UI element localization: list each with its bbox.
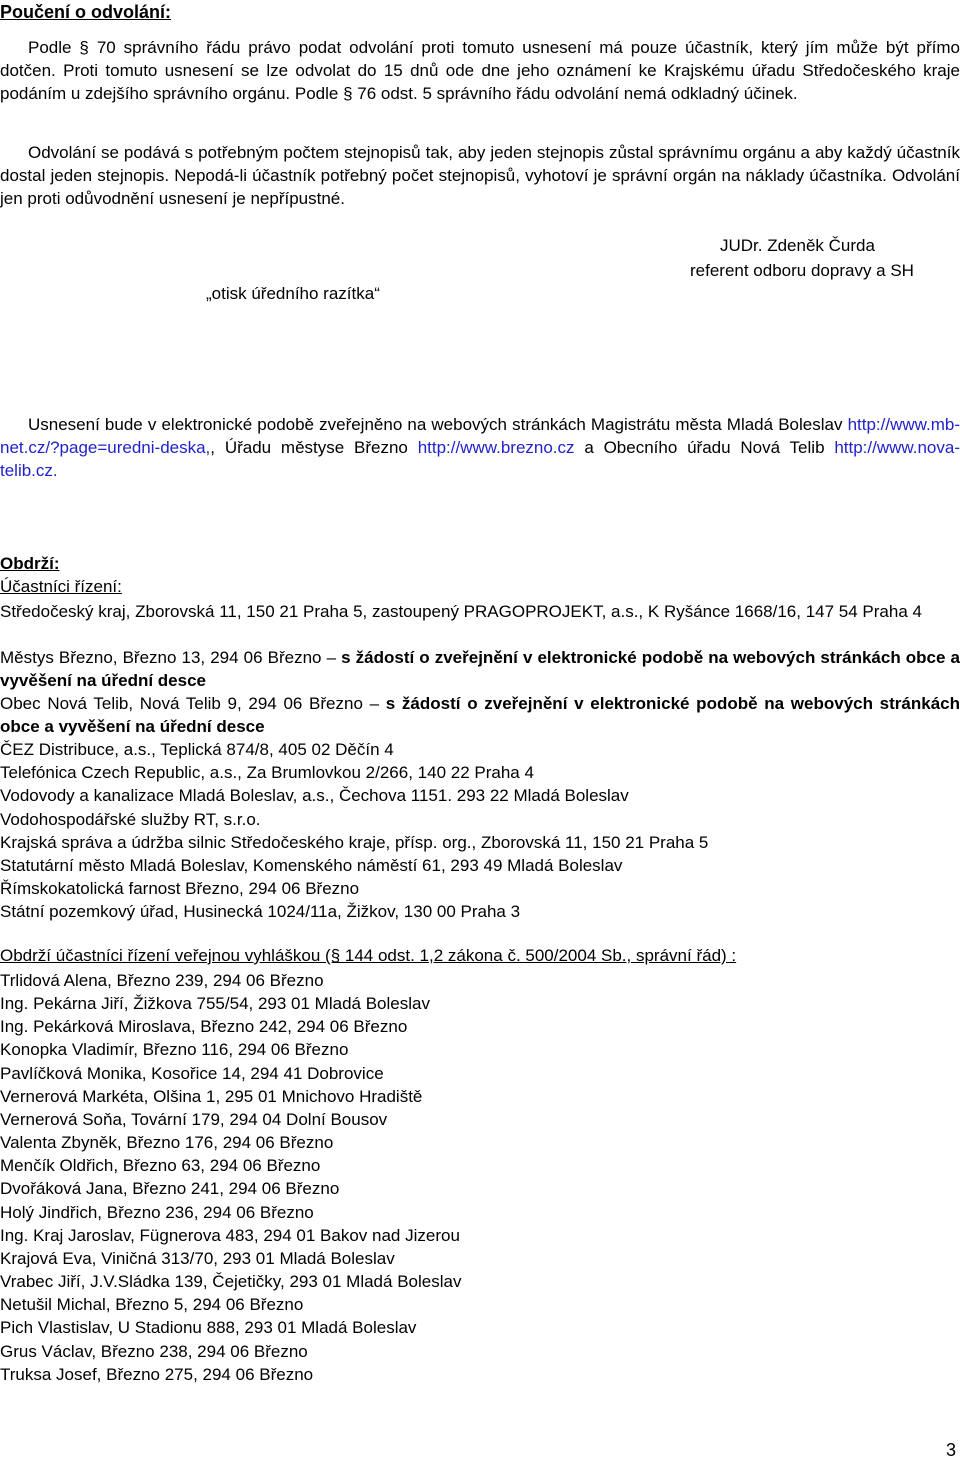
list-item: Trlidová Alena, Březno 239, 294 06 Březno	[0, 971, 324, 990]
appeal-heading: Poučení o odvolání:	[0, 2, 172, 22]
recipient-list	[0, 738, 960, 924]
recipient-stredocesky-kraj: Středočeský kraj, Zborovská 11, 150 21 Praha 5, zastoupený PRAGOPROJEKT, a.s., K Ryšánce 1668/16, 147 54 Praha 4	[0, 602, 922, 621]
list-item: Římskokatolická farnost Březno, 294 06 Březno	[0, 879, 360, 899]
list-item: Netušil Michal, Březno 5, 294 06 Březno	[0, 1295, 304, 1315]
publication-notice	[0, 413, 960, 483]
list-item: Státní pozemkový úřad, Husinecká 1024/11a, Žižkov, 130 00 Praha 3	[0, 902, 521, 922]
public-notice-list	[0, 969, 461, 1386]
link-nova-telib[interactable]: http://www.nova-telib.cz.	[0, 438, 960, 481]
appeal-paragraph-1: Podle § 70 správního řádu právo podat odvolání proti tomuto usnesení má pouze účastník, který jím může být přímo dotčen. Proti tomuto usnesení se lze odvolat do 15 dnů ode dne jeho oznámení ke Krajskému úřadu Středočeského kraje podáním u zdejšího správního orgánu. Podle § 76 odst. 5 správního řádu odvolání nemá odkladný účinek.	[0, 38, 960, 104]
list-item: Vrabec Jiří, J.V.Sládka 139, Čejetičky, 293 01 Mladá Boleslav	[0, 1272, 462, 1292]
list-item: Krajová Eva, Viničná 313/70, 293 01 Mladá Boleslav	[0, 1248, 395, 1268]
recipient-obec-nova-telib	[0, 692, 960, 738]
list-item: Ing. Pekárková Miroslava, Březno 242, 294 06 Březno	[0, 1017, 408, 1037]
list-item: Ing. Pekárna Jiří, Žižkova 755/54, 293 01 Mladá Boleslav	[0, 994, 430, 1014]
signatory-role: referent odboru dopravy a SH	[690, 261, 914, 280]
link-brezno[interactable]: http://www.brezno.cz	[417, 438, 575, 458]
list-item: Statutární město Mladá Boleslav, Komenského náměstí 61, 293 49 Mladá Boleslav	[0, 856, 623, 876]
list-item: Ing. Kraj Jaroslav, Fügnerova 483, 294 01 Bakov nad Jizerou	[0, 1225, 460, 1245]
list-item: Krajská správa a údržba silnic Středočeského kraje, přísp. org., Zborovská 11, 150 21 Praha 5	[0, 832, 709, 852]
stamp-placeholder: „otisk úředního razítka“	[206, 284, 380, 303]
list-item: Pich Vlastislav, U Stadionu 888, 293 01 Mladá Boleslav	[0, 1318, 417, 1338]
participants-label: Účastníci řízení:	[0, 577, 122, 596]
recipient-mestys-brezno	[0, 646, 960, 692]
list-item: Konopka Vladimír, Březno 116, 294 06 Březno	[0, 1040, 349, 1060]
list-item: Vernerová Soňa, Tovární 179, 294 04 Dolní Bousov	[0, 1109, 388, 1129]
list-item: Pavlíčková Monika, Kosořice 14, 294 41 Dobrovice	[0, 1063, 384, 1083]
list-item: Dvořáková Jana, Březno 241, 294 06 Březno	[0, 1179, 340, 1199]
publication-request: s žádostí o zveřejnění v elektronické podobě na webových stránkách obce a vyvěšení na úřední desce	[0, 648, 960, 691]
list-item: Vodovody a kanalizace Mladá Boleslav, a.s., Čechova 1151. 293 22 Mladá Boleslav	[0, 786, 629, 806]
link-mb-net[interactable]: http://www.mb-net.cz/?page=uredni-deska,	[0, 415, 960, 458]
page-number: 3	[946, 1440, 957, 1460]
appeal-paragraph-2: Odvolání se podává s potřebným počtem stejnopisů tak, aby jeden stejnopis zůstal správnímu orgánu a aby každý účastník dostal jeden stejnopis. Nepodá-li účastník potřebný počet stejnopisů, vyhotoví je správní orgán na náklady účastníka. Odvolání jen proti odůvodnění usnesení je nepřípustné.	[0, 143, 960, 209]
list-item: Holý Jindřich, Březno 236, 294 06 Březno	[0, 1202, 314, 1222]
recipients-heading: Obdrží:	[0, 554, 60, 573]
recipient-text: Obec Nová Telib, Nová Telib 9, 294 06 Březno –	[0, 694, 386, 713]
list-item: Telefónica Czech Republic, a.s., Za Brumlovkou 2/266, 140 22 Praha 4	[0, 763, 534, 783]
public-notice-heading: Obdrží účastníci řízení veřejnou vyhláškou (§ 144 odst. 1,2 zákona č. 500/2004 Sb., správní řád) :	[0, 946, 737, 965]
publication-text-b: , Úřadu městyse Březno	[210, 438, 418, 458]
list-item: Vodohospodářské služby RT, s.r.o.	[0, 809, 261, 829]
publication-text-a: Usnesení bude v elektronické podobě zveřejněno na webových stránkách Magistrátu města Mladá Boleslav	[28, 415, 848, 434]
list-item: Menčík Oldřich, Březno 63, 294 06 Březno	[0, 1156, 321, 1176]
list-item: ČEZ Distribuce, a.s., Teplická 874/8, 405 02 Děčín 4	[0, 740, 394, 759]
list-item: Vernerová Markéta, Olšina 1, 295 01 Mnichovo Hradiště	[0, 1086, 423, 1106]
list-item: Truksa Josef, Březno 275, 294 06 Březno	[0, 1364, 314, 1384]
publication-text-c: a Obecního úřadu Nová Telib	[574, 438, 835, 458]
recipient-text: Městys Březno, Březno 13, 294 06 Březno –	[0, 648, 342, 667]
signatory-name: JUDr. Zdeněk Čurda	[720, 236, 875, 255]
list-item: Valenta Zbyněk, Březno 176, 294 06 Březno	[0, 1133, 334, 1153]
publication-request: s žádostí o zveřejnění v elektronické podobě na webových stránkách obce a vyvěšení na úřední desce	[0, 694, 960, 737]
list-item: Grus Václav, Březno 238, 294 06 Březno	[0, 1341, 308, 1361]
